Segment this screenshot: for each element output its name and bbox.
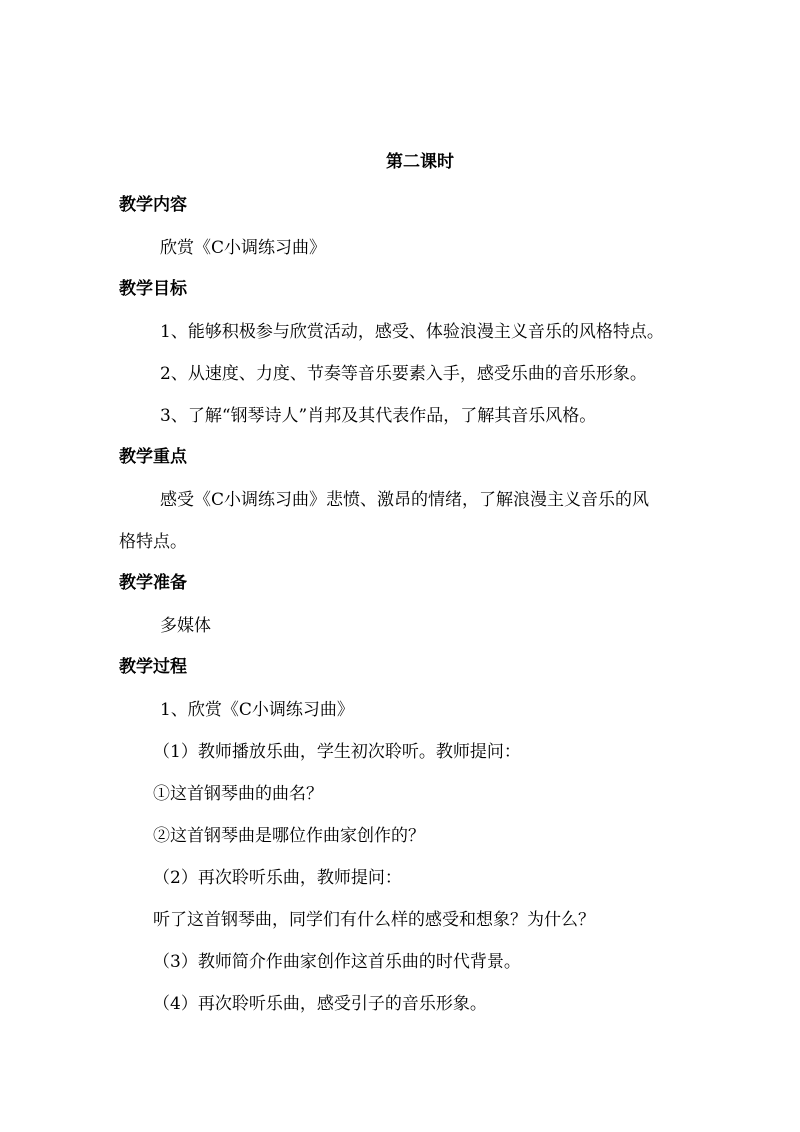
goal-item-1: 1、能够积极参与欣赏活动，感受、体验浪漫主义音乐的风格特点。 <box>160 322 664 342</box>
page-title: 第二课时 <box>386 152 454 172</box>
process-line-2: （1）教师播放乐曲，学生初次聆听。教师提问： <box>153 742 521 762</box>
content-text: 欣赏《C小调练习曲》 <box>160 238 327 258</box>
process-line-3: ①这首钢琴曲的曲名？ <box>153 784 323 804</box>
process-line-8: （4）再次聆听乐曲，感受引子的音乐形象。 <box>153 994 487 1014</box>
goal-item-3: 3、了解“钢琴诗人”肖邦及其代表作品，了解其音乐风格。 <box>160 406 597 426</box>
heading-focus: 教学重点 <box>119 447 187 467</box>
goal-item-2: 2、从速度、力度、节奏等音乐要素入手，感受乐曲的音乐形象。 <box>160 364 647 384</box>
process-line-7: （3）教师简介作曲家创作这首乐曲的时代背景。 <box>153 952 521 972</box>
focus-line-2: 格特点。 <box>119 532 187 552</box>
process-line-1: 1、欣赏《C小调练习曲》 <box>160 700 354 720</box>
focus-line-1: 感受《C小调练习曲》悲愤、激昂的情绪，了解浪漫主义音乐的风 <box>160 490 650 510</box>
heading-content: 教学内容 <box>119 195 187 215</box>
heading-prep: 教学准备 <box>119 573 187 593</box>
process-line-6: 听了这首钢琴曲，同学们有什么样的感受和想象？为什么？ <box>153 910 595 930</box>
prep-text: 多媒体 <box>160 616 211 636</box>
heading-process: 教学过程 <box>119 657 187 677</box>
heading-goals: 教学目标 <box>119 279 187 299</box>
process-line-5: （2）再次聆听乐曲，教师提问： <box>153 868 402 888</box>
process-line-4: ②这首钢琴曲是哪位作曲家创作的？ <box>153 826 425 846</box>
